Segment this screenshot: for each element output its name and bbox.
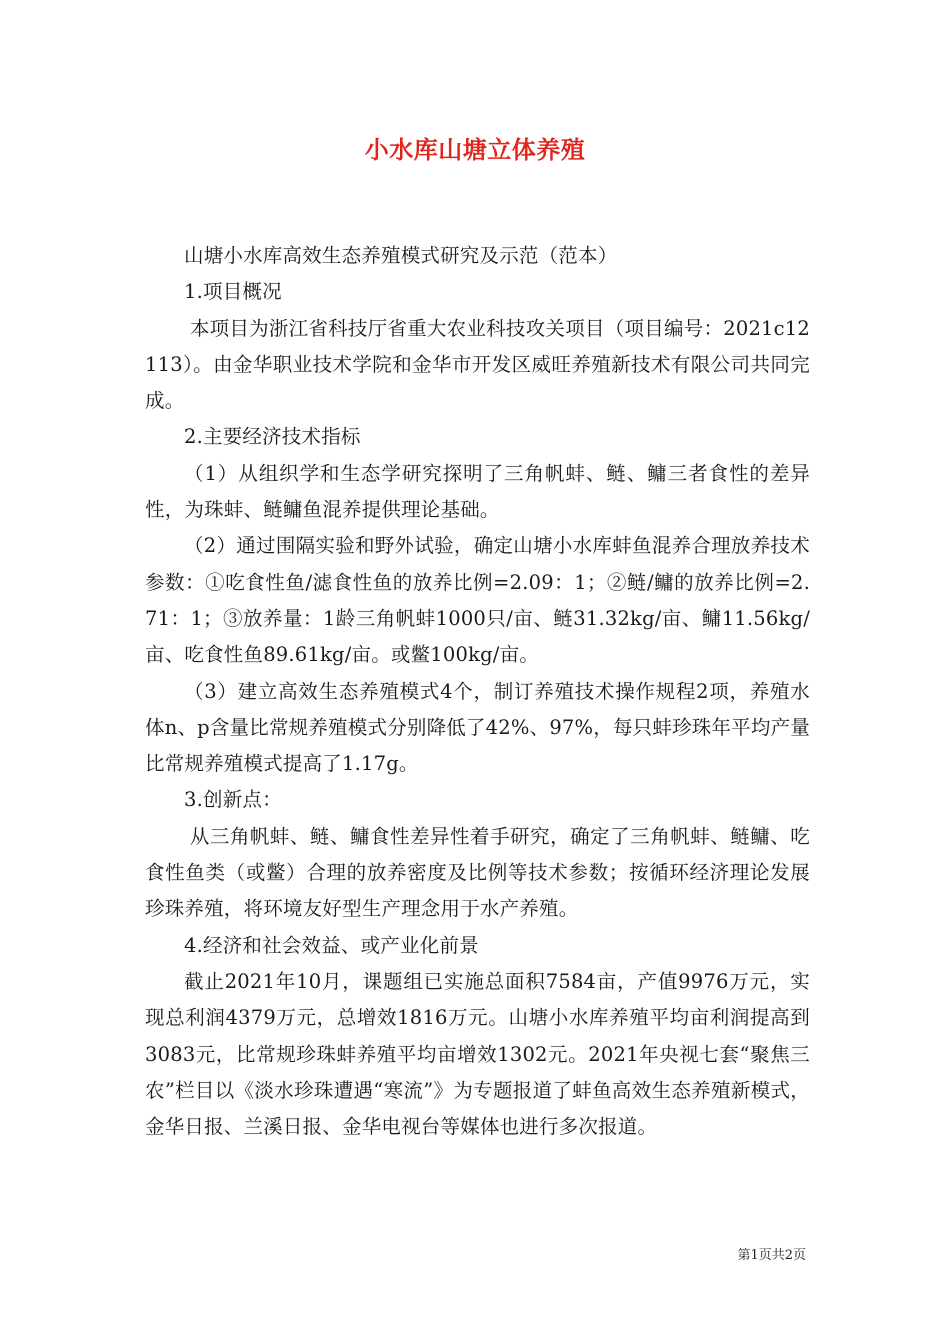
page-number: 第1页共2页 <box>737 1248 806 1263</box>
section-heading-overview: 1.项目概况 <box>184 280 282 304</box>
section-heading-innovation: 3.创新点： <box>184 788 282 812</box>
section-heading-indicators: 2.主要经济技术指标 <box>184 425 361 449</box>
subtitle-paragraph: 山塘小水库高效生态养殖模式研究及示范（范本） <box>184 244 618 267</box>
paragraph-benefits: 截止2021年10月，课题组已实施总面积7584亩，产值9976万元，实现总利润4379万元，总增效1816万元。山塘小水库养殖平均亩利润提高到3083元，比常规珍珠蚌养殖平均亩增效1302元。2021年央视七套“聚焦三农”栏目以《淡水珍珠遭遇“寒流”》为专题报道了蚌鱼高效生态养殖新模式，金华日报、兰溪日报、金华电视台等媒体也进行多次报道。 <box>145 969 810 1139</box>
document-title: 小水库山塘立体养殖 <box>364 135 586 164</box>
paragraph-innovation: 从三角帆蚌、鲢、鳙食性差异性着手研究，确定了三角帆蚌、鲢鳙、吃食性鱼类（或鳖）合理的放养密度及比例等技术参数；按循环经济理论发展珍珠养殖，将环境友好型生产理念用于水产养殖。 <box>145 824 810 921</box>
document-body <box>145 238 810 1145</box>
paragraph-overview: 本项目为浙江省科技厅省重大农业科技攻关项目（项目编号：2021c12113）。由金华职业技术学院和金华市开发区威旺养殖新技术有限公司共同完成。 <box>145 316 810 413</box>
paragraph-indicator-3: （3）建立高效生态养殖模式4个，制订养殖技术操作规程2项，养殖水体n、p含量比常规养殖模式分别降低了42%、97%，每只蚌珍珠年平均产量比常规养殖模式提高了1.17g。 <box>145 679 810 776</box>
section-heading-benefits: 4.经济和社会效益、或产业化前景 <box>184 933 479 957</box>
paragraph-indicator-2: （2）通过围隔实验和野外试验，确定山塘小水库蚌鱼混养合理放养技术参数：①吃食性鱼/滤食性鱼的放养比例=2.09：1；②鲢/鳙的放养比例=2.71：1；③放养量：1龄三角帆蚌1000只/亩、鲢31.32kg/亩、鳙11.56kg/亩、吃食性鱼89.61kg/亩。或鳖100kg/亩。 <box>145 534 810 667</box>
paragraph-indicator-1: （1）从组织学和生态学研究探明了三角帆蚌、鲢、鳙三者食性的差异性，为珠蚌、鲢鳙鱼混养提供理论基础。 <box>145 461 810 522</box>
